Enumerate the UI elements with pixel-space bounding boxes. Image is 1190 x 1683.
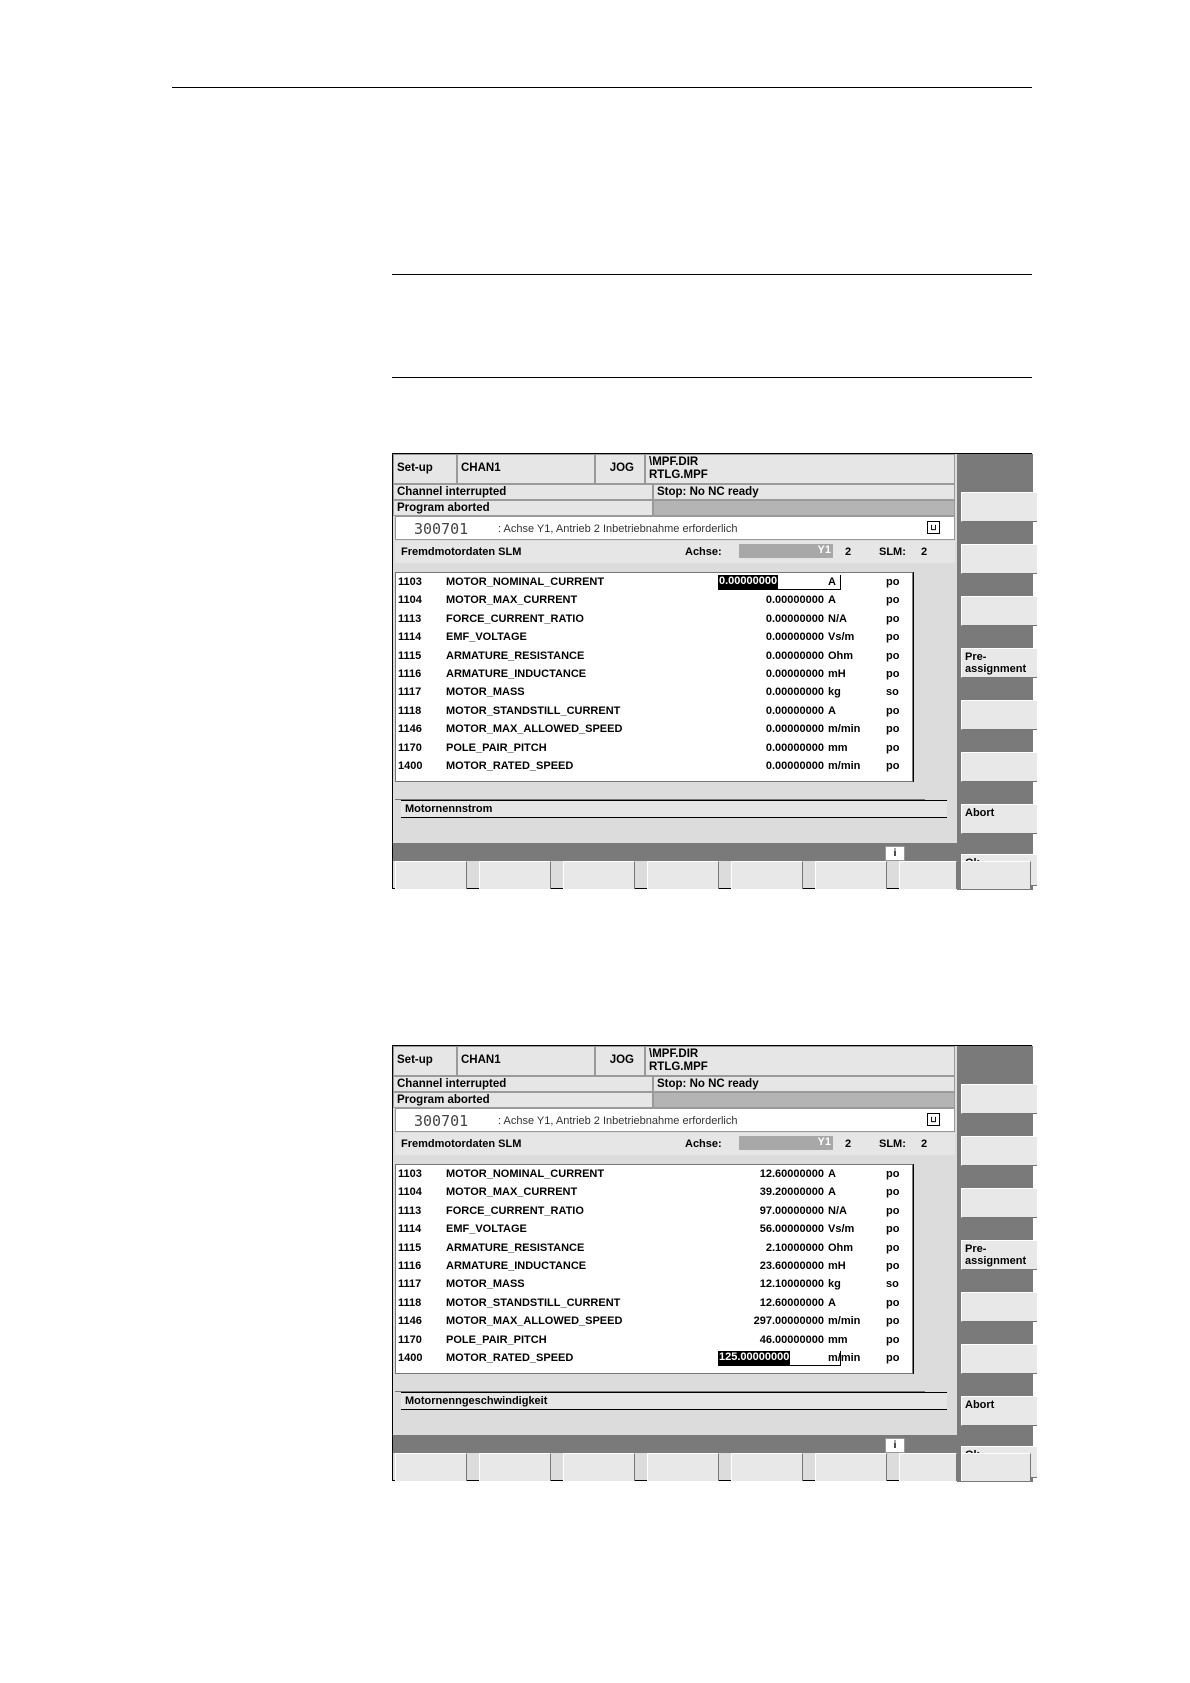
param-number: 1116	[398, 1260, 422, 1272]
param-unit: kg	[828, 686, 841, 699]
vsk-5[interactable]	[961, 1292, 1037, 1322]
channel-label: CHAN1	[461, 1054, 501, 1066]
param-number: 1117	[398, 1278, 422, 1291]
table-row[interactable]	[396, 758, 912, 775]
param-value: 2.10000000	[765, 1241, 824, 1254]
table-row[interactable]	[396, 574, 912, 591]
info-icon[interactable]: i	[885, 1438, 905, 1453]
param-unit: A	[828, 1186, 836, 1199]
param-name: MOTOR_MASS	[446, 686, 525, 699]
param-number: 1118	[398, 704, 422, 717]
opmode-label: JOG	[609, 462, 634, 474]
param-unit: Ohm	[828, 649, 854, 662]
mode-field	[393, 454, 457, 484]
param-effect: po	[886, 612, 900, 625]
hsk-4[interactable]	[647, 1453, 719, 1481]
param-number: 1114	[398, 631, 422, 644]
param-number: 1170	[398, 1333, 422, 1346]
vertical-softkey-bar	[957, 1046, 1033, 1482]
param-unit: kg	[828, 1278, 841, 1291]
param-effect: po	[886, 1315, 900, 1328]
hsk-1[interactable]	[395, 1453, 467, 1481]
preassign-line1: Pre-	[965, 1243, 987, 1255]
param-unit: mH	[828, 668, 846, 680]
param-unit: A	[828, 1296, 836, 1309]
table-row[interactable]	[396, 1203, 912, 1220]
param-unit: A	[828, 1168, 836, 1180]
param-unit: mm	[828, 741, 848, 754]
page-top-rule	[172, 87, 1032, 88]
info-icon[interactable]: i	[885, 846, 905, 861]
abort-softkey[interactable]	[961, 804, 1037, 834]
axis-label: Achse:	[685, 1138, 722, 1150]
slm-number: 2	[921, 1138, 928, 1150]
axis-selector[interactable]: Y1	[739, 1136, 833, 1150]
program-field	[645, 1046, 955, 1076]
hsk-6[interactable]	[815, 861, 887, 889]
param-number: 1103	[398, 576, 422, 588]
abort-label: Abort	[965, 807, 995, 819]
program-name: RTLG.MPF	[649, 469, 708, 481]
help-line	[401, 800, 947, 818]
table-row[interactable]	[396, 1240, 912, 1257]
param-value: 0.00000000	[765, 741, 824, 754]
table-row[interactable]	[396, 1332, 912, 1349]
channel-field	[457, 1046, 595, 1076]
param-effect: po	[886, 741, 900, 754]
alarm-ack-icon[interactable]: ⊔	[927, 1113, 940, 1126]
param-unit: A	[828, 594, 836, 607]
param-name: EMF_VOLTAGE	[446, 631, 527, 644]
slm-label: SLM:	[879, 1138, 906, 1150]
drive-number: 2	[845, 1138, 852, 1150]
program-status-text: Program aborted	[397, 1094, 490, 1106]
param-unit: mm	[828, 1333, 848, 1346]
program-field	[645, 454, 955, 484]
value-input[interactable]	[718, 1351, 841, 1366]
param-name: FORCE_CURRENT_RATIO	[446, 612, 584, 625]
param-value: 0.00000000	[765, 760, 824, 772]
motor-data-table	[395, 572, 913, 782]
param-number: 1117	[398, 686, 422, 699]
hmi-screen-empty	[392, 453, 1032, 889]
channel-status	[393, 1076, 653, 1092]
hsk-3[interactable]	[563, 1453, 635, 1481]
table-scrollbar[interactable]	[913, 1164, 918, 1374]
param-value: 0.00000000	[765, 704, 824, 717]
param-number: 1146	[398, 1315, 422, 1328]
param-number: 1170	[398, 741, 422, 754]
param-value: 12.60000000	[759, 1296, 824, 1309]
vsk-3[interactable]	[961, 1188, 1037, 1218]
param-unit: A	[828, 704, 836, 717]
param-name: MOTOR_RATED_SPEED	[446, 760, 574, 772]
param-effect: po	[886, 576, 900, 588]
param-effect: po	[886, 668, 900, 680]
param-value: 297.00000000	[753, 1315, 824, 1328]
channel-status	[393, 484, 653, 500]
opmode-field	[595, 454, 645, 484]
alarm-number: 300701	[414, 1112, 469, 1130]
param-name: MOTOR_MAX_ALLOWED_SPEED	[446, 1315, 623, 1328]
param-name: ARMATURE_INDUCTANCE	[446, 668, 587, 680]
param-unit: A	[828, 576, 836, 588]
table-row[interactable]	[396, 1258, 912, 1275]
param-name: MOTOR_STANDSTILL_CURRENT	[446, 1296, 621, 1309]
hmi-screen-filled	[392, 1045, 1032, 1481]
axis-label: Achse:	[685, 546, 722, 558]
program-status	[393, 1092, 653, 1108]
hsk-4[interactable]	[647, 861, 719, 889]
param-name: MOTOR_STANDSTILL_CURRENT	[446, 704, 621, 717]
table-row[interactable]	[396, 611, 912, 628]
value-selection: 125.00000000	[719, 1351, 790, 1363]
alarm-ack-icon[interactable]: ⊔	[927, 521, 940, 534]
param-value: 0.00000000	[765, 649, 824, 662]
param-name: FORCE_CURRENT_RATIO	[446, 1204, 584, 1217]
table-row[interactable]	[396, 1184, 912, 1201]
preassign-line2: assignment	[965, 1255, 1027, 1267]
drive-number: 2	[845, 546, 852, 558]
opmode-label: JOG	[609, 1054, 634, 1066]
value-input[interactable]	[718, 575, 841, 590]
horizontal-bar	[393, 843, 957, 861]
param-unit: Ohm	[828, 1241, 854, 1254]
param-name: MOTOR_MAX_ALLOWED_SPEED	[446, 723, 623, 736]
table-row[interactable]	[396, 1166, 912, 1183]
param-unit: mH	[828, 1260, 846, 1272]
param-value: 0.00000000	[765, 668, 824, 680]
param-name: MOTOR_MASS	[446, 1278, 525, 1291]
value-selection: 0.00000000	[719, 575, 778, 587]
param-effect: po	[886, 1352, 900, 1364]
param-effect: po	[886, 704, 900, 717]
param-unit: N/A	[828, 612, 847, 625]
opmode-field	[595, 1046, 645, 1076]
param-value: 46.00000000	[759, 1333, 824, 1346]
param-effect: po	[886, 1186, 900, 1199]
param-effect: po	[886, 723, 900, 736]
param-effect: po	[886, 760, 900, 772]
param-value: 12.10000000	[759, 1278, 824, 1291]
param-value: 23.60000000	[759, 1260, 824, 1272]
hsk-3[interactable]	[563, 861, 635, 889]
param-value: 0.00000000	[765, 723, 824, 736]
program-status	[393, 500, 653, 516]
table-row[interactable]	[396, 1221, 912, 1238]
table-row[interactable]	[396, 592, 912, 609]
param-name: MOTOR_MAX_CURRENT	[446, 1186, 578, 1199]
program-path: \MPF.DIR	[649, 456, 699, 468]
table-row[interactable]	[396, 740, 912, 757]
vsk-6[interactable]	[961, 1344, 1037, 1374]
table-row[interactable]	[396, 648, 912, 665]
param-effect: so	[886, 1278, 899, 1291]
stop-status	[653, 1076, 955, 1092]
preassign-line2: assignment	[965, 663, 1027, 675]
table-row[interactable]	[396, 666, 912, 683]
channel-status-text: Channel interrupted	[397, 486, 507, 498]
param-number: 1146	[398, 723, 422, 736]
alarm-line	[395, 1108, 955, 1132]
vsk-1[interactable]	[961, 492, 1037, 522]
param-number: 1103	[398, 1168, 422, 1180]
table-row[interactable]	[396, 629, 912, 646]
table-row[interactable]	[396, 1313, 912, 1330]
param-name: ARMATURE_RESISTANCE	[446, 649, 585, 662]
stop-status	[653, 484, 955, 500]
channel-field	[457, 454, 595, 484]
table-row[interactable]	[396, 684, 912, 701]
motor-data-table	[395, 1164, 913, 1374]
alarm-text: : Achse Y1, Antrieb 2 Inbetriebnahme erforderlich	[498, 523, 738, 535]
param-unit: Vs/m	[828, 1223, 855, 1236]
param-effect: po	[886, 631, 900, 644]
help-text: Motornennstrom	[405, 803, 493, 815]
param-value: 0.00000000	[765, 594, 824, 607]
alarm-number: 300701	[414, 520, 469, 538]
param-effect: po	[886, 1223, 900, 1236]
param-effect: po	[886, 1241, 900, 1254]
vertical-softkey-bar	[957, 454, 1033, 890]
param-effect: po	[886, 1296, 900, 1309]
param-effect: so	[886, 686, 899, 699]
param-value: 56.00000000	[759, 1223, 824, 1236]
program-path: \MPF.DIR	[649, 1048, 699, 1060]
status-blank	[653, 1092, 955, 1108]
section-title: Fremdmotordaten SLM	[401, 546, 522, 558]
param-effect: po	[886, 1333, 900, 1346]
param-unit: m/min	[828, 1352, 861, 1364]
hsk-8[interactable]	[961, 1453, 1031, 1481]
help-line	[401, 1392, 947, 1410]
param-name: MOTOR_MAX_CURRENT	[446, 594, 578, 607]
param-value: 12.60000000	[759, 1168, 824, 1180]
abort-label: Abort	[965, 1399, 995, 1411]
table-row[interactable]	[396, 1350, 912, 1367]
hsk-2[interactable]	[479, 861, 551, 889]
vsk-5[interactable]	[961, 700, 1037, 730]
vsk-3[interactable]	[961, 596, 1037, 626]
param-unit: N/A	[828, 1204, 847, 1217]
param-number: 1104	[398, 1186, 422, 1199]
param-name: POLE_PAIR_PITCH	[446, 1333, 547, 1346]
vsk-1[interactable]	[961, 1084, 1037, 1114]
hsk-7[interactable]	[899, 861, 957, 889]
param-name: MOTOR_NOMINAL_CURRENT	[446, 1168, 605, 1180]
param-unit: m/min	[828, 1315, 861, 1328]
table-row[interactable]	[396, 1295, 912, 1312]
param-name: ARMATURE_RESISTANCE	[446, 1241, 585, 1254]
hsk-1[interactable]	[395, 861, 467, 889]
param-unit: m/min	[828, 760, 861, 772]
alarm-text: : Achse Y1, Antrieb 2 Inbetriebnahme erforderlich	[498, 1115, 738, 1127]
param-unit: m/min	[828, 723, 861, 736]
table-row[interactable]	[396, 721, 912, 738]
vsk-2[interactable]	[961, 1136, 1037, 1166]
param-name: POLE_PAIR_PITCH	[446, 741, 547, 754]
hsk-6[interactable]	[815, 1453, 887, 1481]
param-name: EMF_VOLTAGE	[446, 1223, 527, 1236]
vsk-2[interactable]	[961, 544, 1037, 574]
slm-label: SLM:	[879, 546, 906, 558]
mode-label: Set-up	[397, 1054, 433, 1066]
param-number: 1113	[398, 1204, 422, 1217]
channel-status-text: Channel interrupted	[397, 1078, 507, 1090]
param-number: 1400	[398, 760, 423, 772]
table-row[interactable]	[396, 703, 912, 720]
help-text: Motornenngeschwindigkeit	[405, 1395, 548, 1407]
vsk-6[interactable]	[961, 752, 1037, 782]
note-top-rule	[392, 274, 1032, 275]
param-effect: po	[886, 1204, 900, 1217]
param-number: 1115	[398, 1241, 422, 1254]
section-title: Fremdmotordaten SLM	[401, 1138, 522, 1150]
stop-status-text: Stop: No NC ready	[657, 486, 759, 498]
status-blank	[653, 500, 955, 516]
param-number: 1116	[398, 668, 422, 680]
param-effect: po	[886, 649, 900, 662]
param-name: MOTOR_NOMINAL_CURRENT	[446, 576, 605, 588]
param-number: 1400	[398, 1352, 423, 1364]
param-name: MOTOR_RATED_SPEED	[446, 1352, 574, 1364]
hsk-5[interactable]	[731, 1453, 803, 1481]
param-unit: Vs/m	[828, 631, 855, 644]
param-value: 0.00000000	[765, 686, 824, 699]
hsk-8[interactable]	[961, 861, 1031, 889]
mode-field	[393, 1046, 457, 1076]
slm-number: 2	[921, 546, 928, 558]
stop-status-text: Stop: No NC ready	[657, 1078, 759, 1090]
section-header	[395, 1133, 955, 1155]
param-value: 39.20000000	[759, 1186, 824, 1199]
param-number: 1104	[398, 594, 422, 607]
param-effect: po	[886, 1168, 900, 1180]
abort-softkey[interactable]	[961, 1396, 1037, 1426]
param-value: 0.00000000	[765, 612, 824, 625]
program-name: RTLG.MPF	[649, 1061, 708, 1073]
param-name: ARMATURE_INDUCTANCE	[446, 1260, 587, 1272]
channel-label: CHAN1	[461, 462, 501, 474]
axis-selector[interactable]: Y1	[739, 544, 833, 558]
horizontal-bar	[393, 1435, 957, 1453]
preassign-line1: Pre-	[965, 651, 987, 663]
table-row[interactable]	[396, 1276, 912, 1293]
param-value: 97.00000000	[759, 1204, 824, 1217]
param-number: 1118	[398, 1296, 422, 1309]
table-scrollbar[interactable]	[913, 572, 918, 782]
section-header	[395, 541, 955, 563]
hsk-7[interactable]	[899, 1453, 957, 1481]
program-status-text: Program aborted	[397, 502, 490, 514]
alarm-line	[395, 516, 955, 540]
param-number: 1113	[398, 612, 422, 625]
preassignment-softkey[interactable]	[961, 648, 1037, 678]
hsk-5[interactable]	[731, 861, 803, 889]
hsk-2[interactable]	[479, 1453, 551, 1481]
mode-label: Set-up	[397, 462, 433, 474]
param-effect: po	[886, 1260, 900, 1272]
note-bottom-rule	[392, 377, 1032, 378]
param-value: 0.00000000	[765, 631, 824, 644]
param-number: 1115	[398, 649, 422, 662]
param-number: 1114	[398, 1223, 422, 1236]
param-effect: po	[886, 594, 900, 607]
preassignment-softkey[interactable]	[961, 1240, 1037, 1270]
